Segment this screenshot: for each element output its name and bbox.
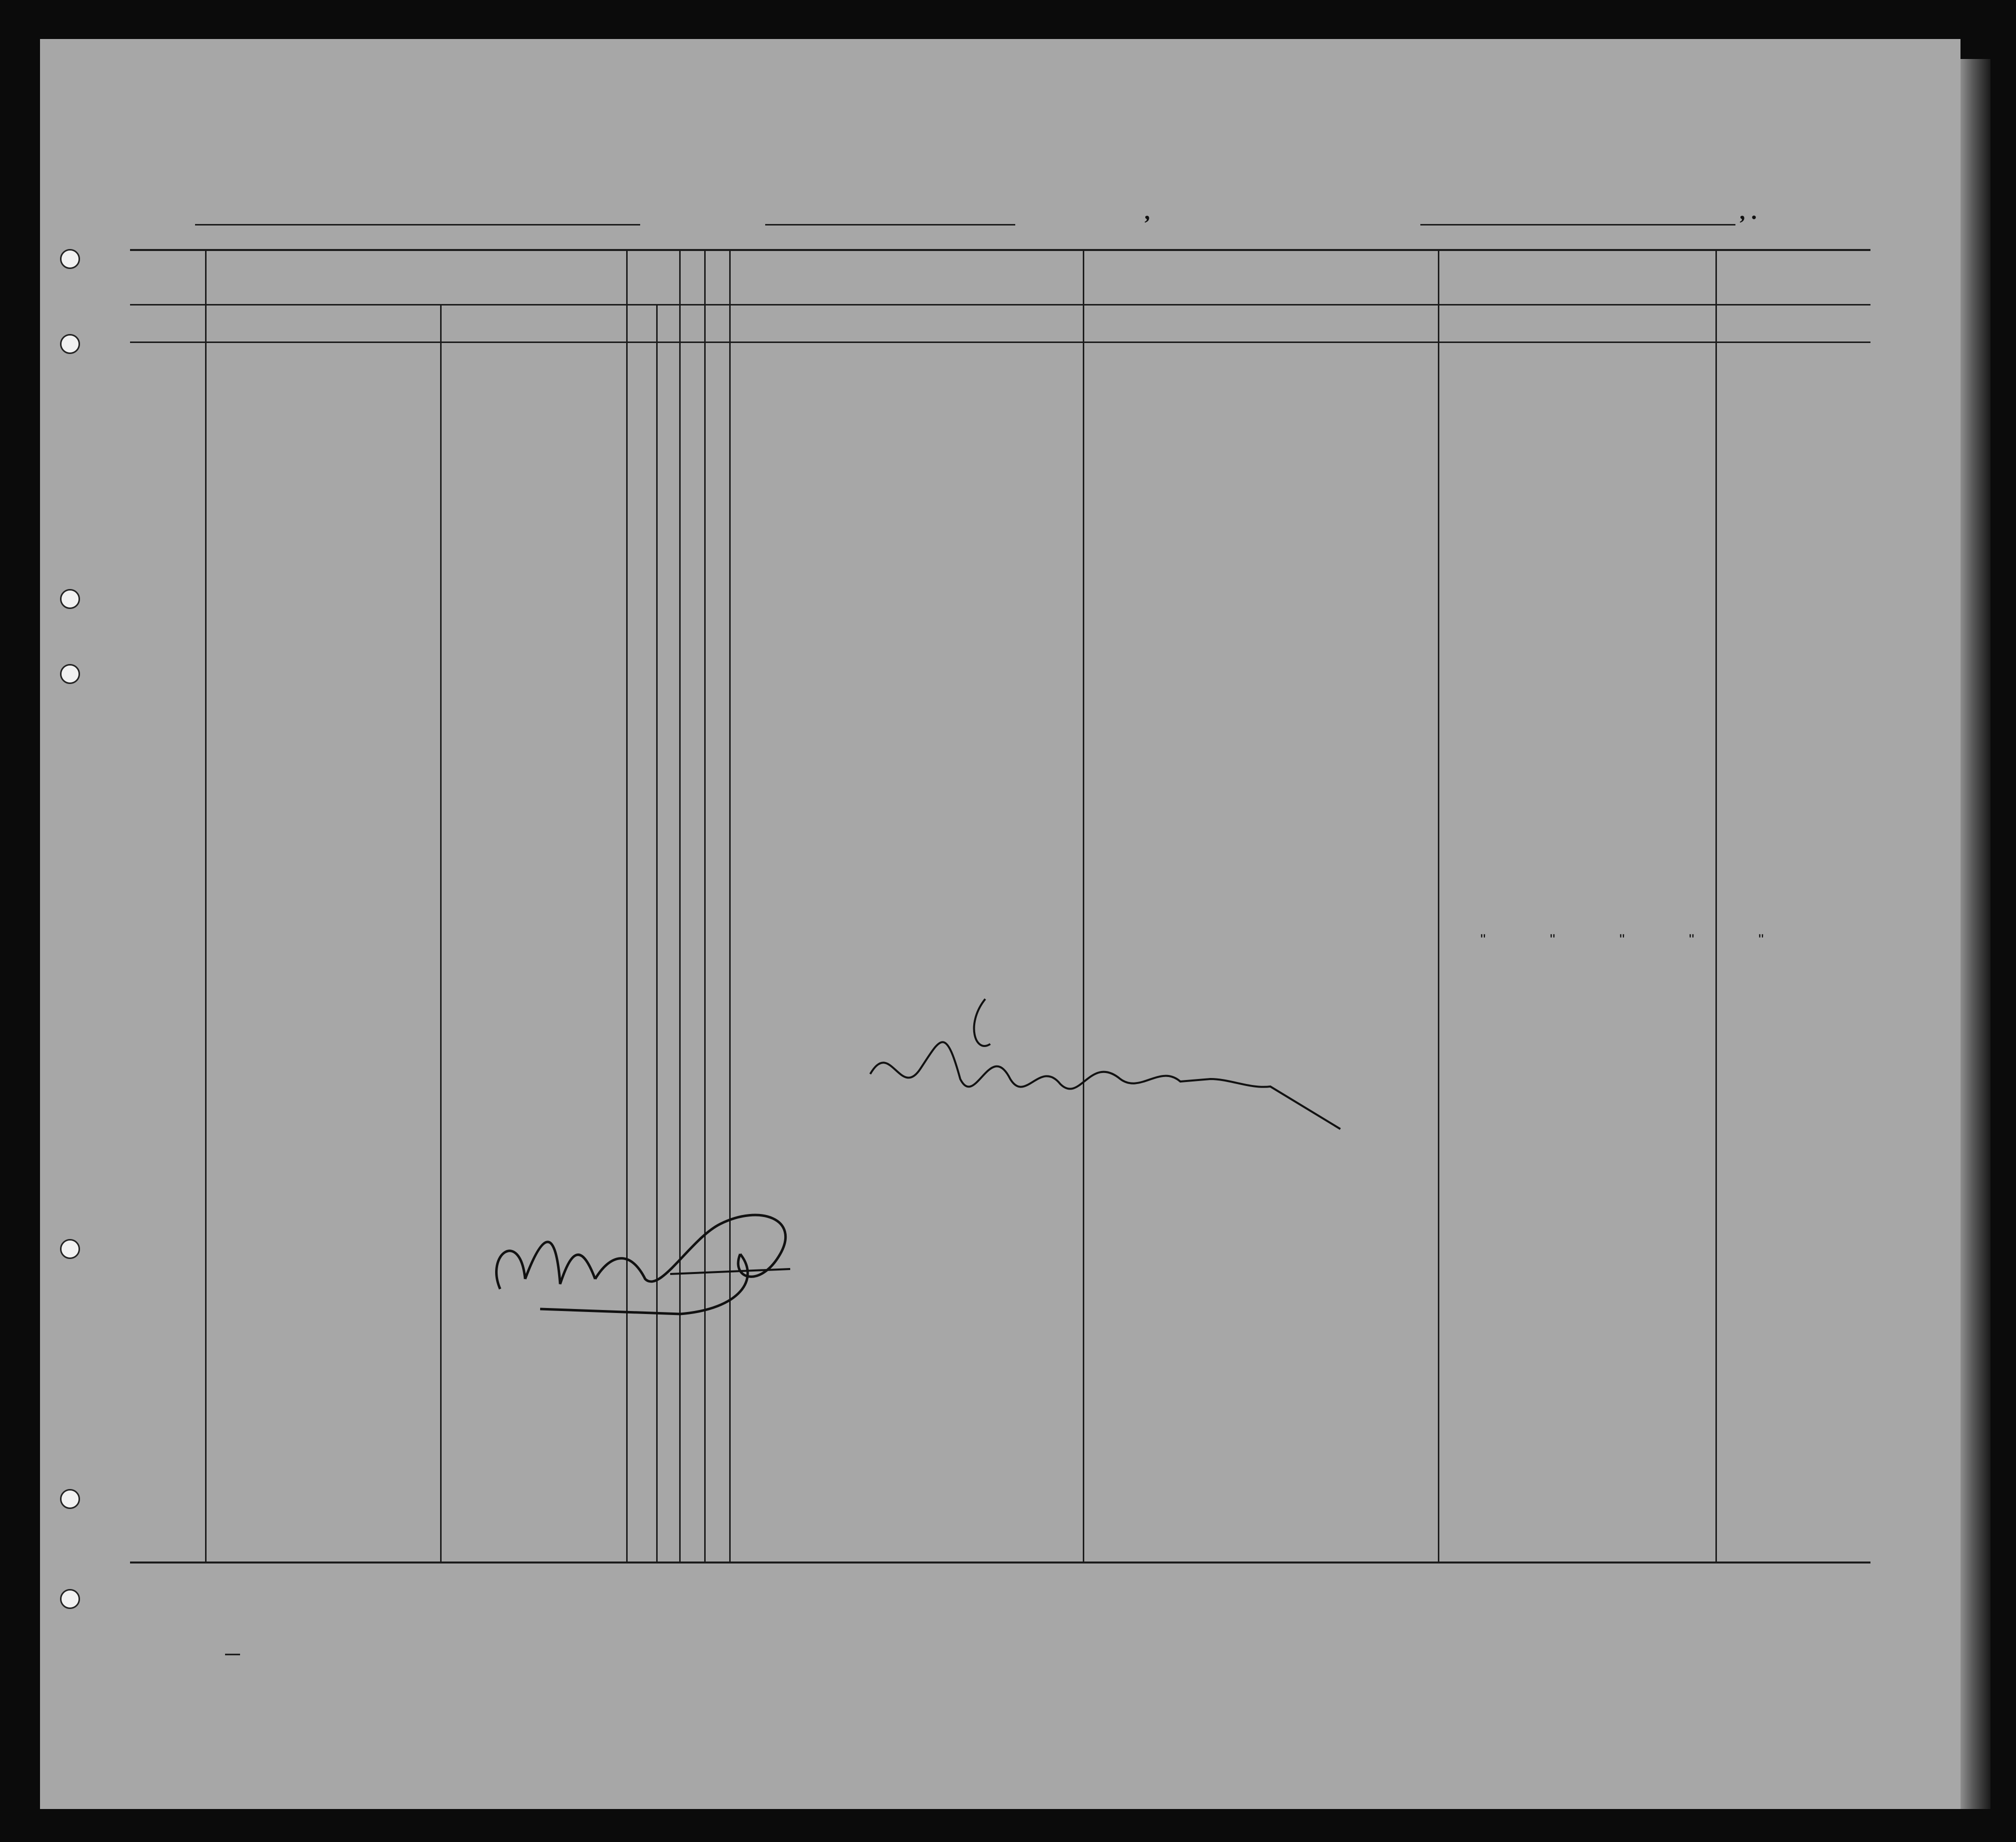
col-rule [656, 304, 658, 1562]
underline [1420, 224, 1735, 226]
table-top-border [130, 249, 1870, 251]
col-rule [679, 249, 681, 1562]
underline [765, 224, 1015, 226]
punch-hole [60, 1489, 80, 1509]
underline [195, 224, 640, 226]
col-rule [704, 249, 706, 1562]
signature-scrawl [860, 979, 1350, 1144]
purser-signature [480, 1179, 870, 1319]
punch-hole [60, 334, 80, 354]
col-rule [440, 304, 442, 1562]
punch-hole [60, 589, 80, 609]
punch-hole [60, 249, 80, 269]
notice-heading: — [225, 1646, 240, 1662]
important-notice [225, 1644, 445, 1664]
col-rule [1438, 249, 1439, 1562]
manifest-page [40, 39, 1960, 1809]
table-bottom-border [130, 1562, 1870, 1564]
arrival-year: , . [1740, 198, 1758, 224]
col-rule [1715, 249, 1717, 1562]
punch-hole [60, 1239, 80, 1259]
punch-hole [60, 664, 80, 684]
col-rule [205, 249, 207, 1562]
header-divider [130, 304, 1870, 306]
header-bottom-border [130, 342, 1870, 343]
punch-hole [60, 1589, 80, 1609]
sailing-year: , [1145, 198, 1151, 224]
col-rule [626, 249, 628, 1562]
col-rule [729, 249, 731, 1562]
col-rule [1083, 249, 1084, 1562]
ditto-marks: " " " " " [1480, 932, 1794, 948]
notice-line [225, 1644, 445, 1664]
